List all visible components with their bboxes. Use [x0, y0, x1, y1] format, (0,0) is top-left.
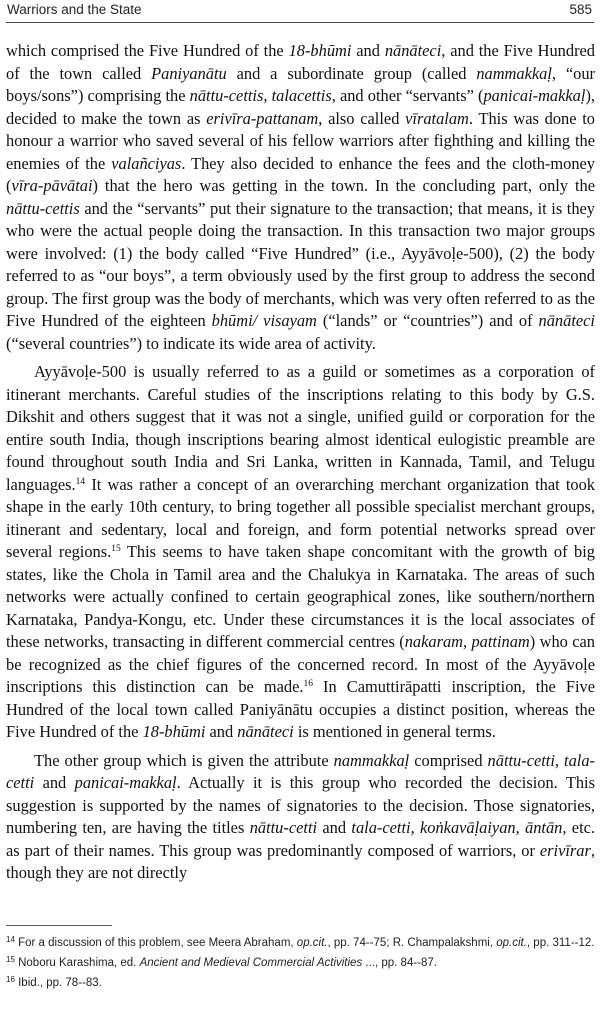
italic-term: vīratalam: [405, 108, 469, 128]
text-run: Ayyāvoḷe-500 is usually referred to as a guild or sometimes as a corporation of itinerant merchants. Careful studies of the inscriptions relating to this body by G.S. Dikshit and others suggest that it was not a single, unified guild or corporation for the entire south India, though inscriptions bearing almost identical eulogistic preamble are found throughout south India and Sri Lanka, written in Kannada, Tamil, and Telugu languages.: [6, 362, 595, 494]
text-run: It was rather a concept of an overarching merchant organization that took shape in the early 10th century, to bring together all possible specialist merchant groups, itinerant and sedentary, local and foreign, and form potential networks spread over several regions.: [6, 474, 595, 561]
italic-term: nānāteci: [384, 41, 442, 60]
italic-term: nāttu-cettis: [6, 198, 80, 218]
text-run: ,: [263, 86, 272, 105]
footnote-rule: [6, 925, 112, 926]
footnote-ref: 14: [75, 476, 86, 487]
footnote: [6, 934, 595, 952]
italic-term: panicai-makkaḷ: [483, 86, 586, 105]
footnotes: [6, 934, 595, 994]
italic-term: erivīrar: [539, 840, 591, 860]
text-run: and: [205, 722, 238, 741]
italic-term: nāttu-cetti: [249, 818, 318, 837]
footnote: [6, 974, 595, 992]
text-run: , and the Five Hundred of the town called: [6, 41, 595, 83]
footnote-number: 16: [6, 975, 15, 984]
italic-term: nānāteci: [538, 311, 595, 330]
text-run: For a discussion of this problem, see Meera Abraham,: [14, 937, 297, 949]
italic-term: 18-bhūmi: [288, 41, 352, 60]
text-run: comprised: [409, 750, 488, 770]
text-run: , pp. 311--12.: [526, 937, 595, 949]
footnote-number: 15: [6, 955, 15, 964]
italic-term: nammakkaḷ: [333, 750, 410, 770]
italic-term: talacettis: [271, 86, 332, 105]
text-run: and the “servants” put their signature to the transaction; that means, it is they who were the actual people doing the transaction. In this transaction two major groups were involved: (1) the body called “Five Hundred” (i.e., Ayyāvoḷe-500), (2) the body referred to as “our boys”, a term obviously used by the first group to address the second group. The first group was the body of merchants, which was very often referred to as the Five Hundred of the eighteen: [6, 198, 595, 330]
text-run: , though they are not directly: [6, 840, 595, 882]
text-run: is mentioned in general terms.: [293, 722, 496, 741]
italic-term: Paniyanātu: [151, 63, 227, 83]
text-run: ..., pp. 84--87.: [362, 957, 437, 969]
italic-term: panicai-makkaḷ: [74, 773, 177, 792]
italic-term: valañciyas: [111, 153, 182, 173]
italic-term: tala-cetti, koṅkavāḷaiyan, āntān: [351, 818, 563, 837]
page-number: 585: [569, 2, 592, 17]
text-run: and: [351, 41, 385, 60]
italic-term: erivīra-pattanam: [206, 108, 319, 128]
text-run: ), decided to make the town as: [6, 86, 595, 128]
italic-term: nānāteci: [237, 722, 294, 741]
text-run: Ibid., pp. 78--83.: [14, 977, 102, 989]
text-run: (“lands” or “countries”) and of: [316, 311, 539, 330]
italic-term: bhūmi/ visayam: [211, 311, 317, 330]
text-run: . Actually it is this group who recorded the decision. This suggestion is supported by the names of signatories to the decision. Those signatories, numbering ten, are having the titles: [6, 773, 595, 837]
running-header: [7, 0, 592, 20]
italic-term: op.cit.: [496, 937, 527, 949]
text-run: and: [317, 818, 352, 837]
footnote-ref: 15: [111, 544, 121, 554]
header-rule: [6, 22, 594, 23]
italic-term: op.cit.: [296, 937, 328, 949]
italic-term: nakaram, pattinam: [404, 632, 530, 651]
italic-term: nammakkaḷ: [476, 63, 552, 83]
text-run: , etc. as part of their names. This group was predominantly composed of warriors, or: [6, 818, 595, 860]
text-run: and a subordinate group (called: [226, 63, 477, 83]
italic-term: 18-bhūmi: [142, 722, 206, 741]
text-run: ) who can be recognized as the chief figures of the concerned record. In most of the Ayyāvoḷe inscriptions this distinction can be made.: [6, 632, 596, 696]
italic-term: nāttu-cettis: [189, 86, 264, 105]
italic-term: vīra-pāvātai: [11, 176, 93, 195]
text-run: . This was done to honour a warrior who saved several of his fellow warriors after fighthing and killing the enemies of the: [6, 108, 595, 173]
text-run: , pp. 74--75; R. Champalakshmi,: [327, 937, 497, 949]
text-run: This seems to have taken shape concomitant with the growth of big states, like the Chola in Tamil area and the Chalukya in Karnataka. The areas of such networks were actually confined to certain geographical zones, like southern/northern Karnataka, Pandya-Kongu, etc. Under these circumstances it is the local associates of these networks, transacting in different commercial centres (: [6, 542, 595, 651]
text-run: In Camuttirāpatti inscription, the Five Hundred of the local town called Paniyānātu occupies a distinct position, whereas the Five Hundred of the: [6, 677, 595, 741]
text-run: , also called: [318, 108, 406, 128]
text-run: , “our boys/sons”) comprising the: [6, 63, 596, 105]
text-run: ) that the hero was getting in the town. In the concluding part, only the: [92, 176, 595, 195]
running-title: Warriors and the State: [7, 2, 142, 17]
paragraph: [6, 750, 595, 885]
text-run: , and other “servants” (: [331, 86, 484, 105]
text-run: The other group which is given the attribute: [34, 750, 334, 770]
body-text: [6, 40, 595, 885]
italic-term: nāttu-cetti, tala-cetti: [6, 750, 595, 792]
text-run: which comprised the Five Hundred of the: [6, 41, 289, 60]
footnote: [6, 954, 595, 972]
text-run: and: [34, 773, 75, 792]
text-run: Noboru Karashima, ed.: [14, 957, 140, 969]
paragraph: [6, 40, 595, 355]
footnote-ref: 16: [303, 679, 313, 689]
text-run: . They also decided to enhance the fees and the cloth-money (: [6, 153, 595, 195]
footnote-number: 14: [6, 935, 15, 944]
paragraph: [6, 361, 595, 744]
italic-term: Ancient and Medieval Commercial Activities: [139, 957, 363, 969]
text-run: (“several countries”) to indicate its wide area of activity.: [6, 333, 376, 353]
